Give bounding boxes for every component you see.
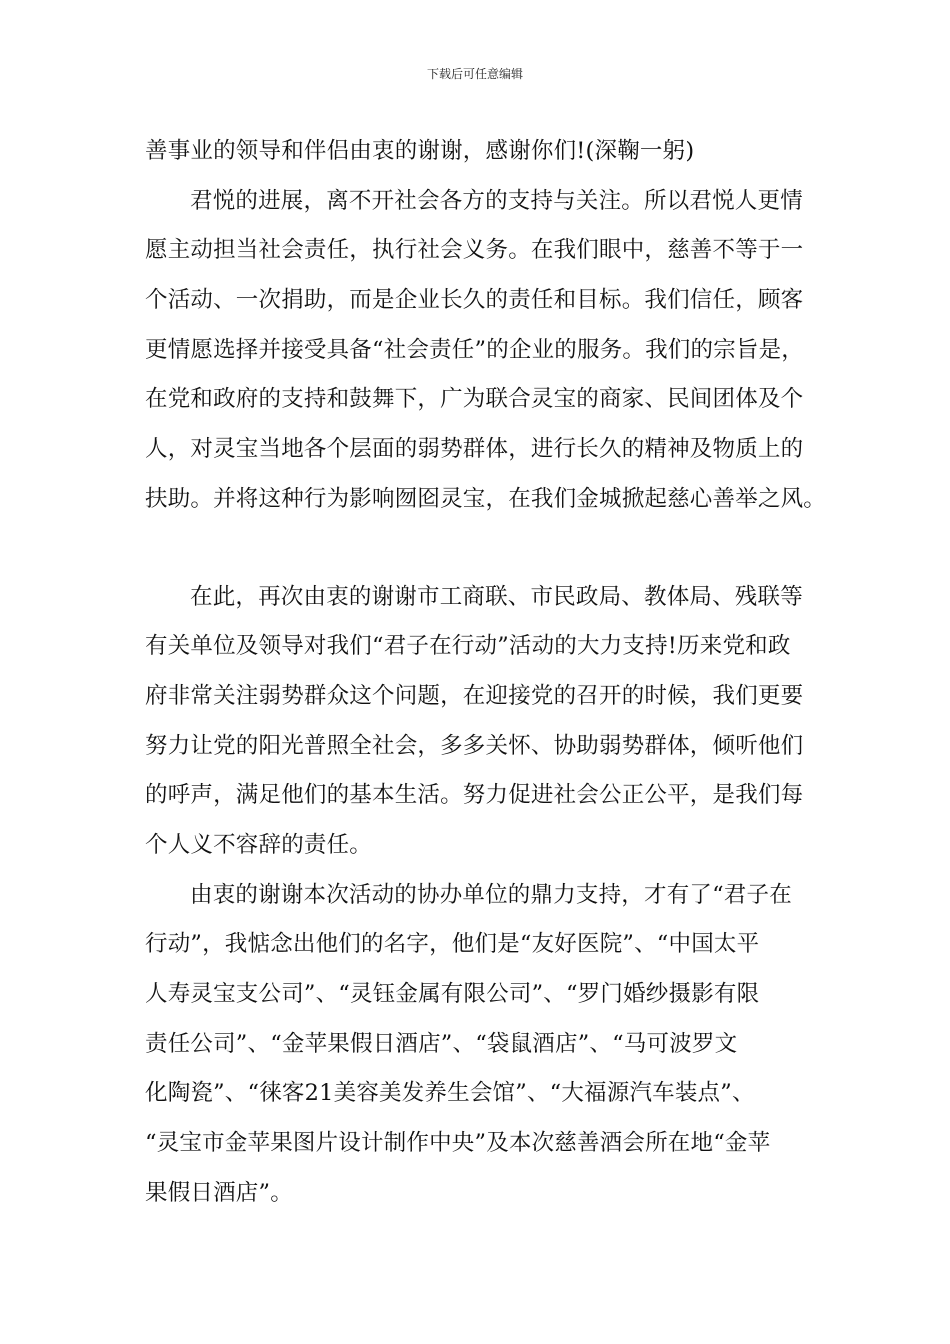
text-line: 善事业的领导和伴侣由衷的谢谢，感谢你们!(深鞠一躬) (145, 138, 695, 164)
text-line: 有关单位及领导对我们“君子在行动”活动的大力支持!历来党和政 (145, 633, 791, 660)
text-line: 在此，再次由衷的谢谢市工商联、市民政局、教体局、残联等 (190, 583, 803, 610)
text-line: 君悦的进展，离不开社会各方的支持与关注。所以君悦人更情 (190, 187, 803, 214)
text-line: 的呼声，满足他们的基本生活。努力促进社会公正公平，是我们每 (145, 782, 804, 809)
blank-gap (145, 525, 805, 573)
paragraph-2 (145, 177, 827, 525)
text-line: 努力让党的阳光普照全社会，多多关怀、协助弱势群体，倾听他们 (145, 732, 804, 759)
text-line: 个人义不容辞的责任。 (145, 831, 373, 858)
text-line: 府非常关注弱势群众这个问题，在迎接党的召开的时候，我们更要 (145, 682, 804, 709)
text-line: 化陶瓷”、“徕客21美容美发养生会馆”、“大福源汽车装点”、 (145, 1080, 755, 1107)
paragraph-4 (145, 871, 805, 1219)
text-line: 由衷的谢谢本次活动的协办单位的鼎力支持，才有了“君子在 (190, 881, 792, 908)
page-header: 下载后可任意编辑 (426, 67, 523, 81)
paragraph-3 (145, 573, 805, 871)
text-line: “灵宝市金苹果图片设计制作中央”及本次慈善酒会所在地“金苹 (145, 1130, 771, 1157)
paragraph-1 (145, 127, 805, 177)
text-line: 愿主动担当社会责任，执行社会义务。在我们眼中，慈善不等于一 (145, 237, 804, 264)
text-line: 行动”，我惦念出他们的名字，他们是“友好医院”、“中国太平 (145, 931, 760, 958)
text-line: 在党和政府的支持和鼓舞下，广为联合灵宝的商家、民间团体及个 (145, 386, 804, 413)
text-line: 人，对灵宝当地各个层面的弱势群体，进行长久的精神及物质上的 (145, 436, 804, 463)
text-line: 人寿灵宝支公司”、“灵钰金属有限公司”、“罗门婚纱摄影有限 (145, 981, 760, 1007)
text-line: 责任公司”、“金苹果假日酒店”、“袋鼠酒店”、“马可波罗文 (145, 1030, 738, 1057)
document-body (145, 127, 827, 1218)
text-line: 更情愿选择并接受具备“社会责任”的企业的服务。我们的宗旨是， (145, 336, 805, 363)
text-line: 扶助。并将这种行为影响囫囵灵宝，在我们金城掀起慈心善举之风。 (145, 485, 827, 512)
text-line: 果假日酒店”。 (145, 1179, 293, 1206)
text-line: 个活动、一次捐助，而是企业长久的责任和目标。我们信任，顾客 (145, 287, 804, 314)
